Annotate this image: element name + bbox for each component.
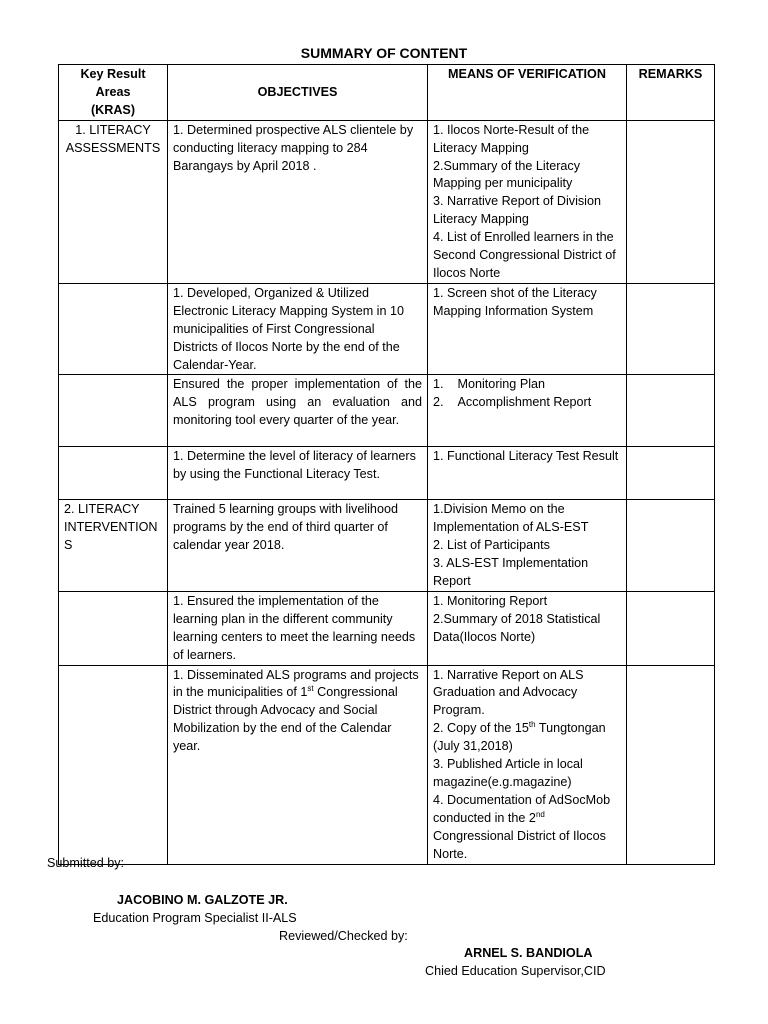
ordinal-suffix: nd bbox=[535, 809, 545, 819]
header-kra-line3: (KRAS) bbox=[90, 102, 136, 117]
means-item: 3. Narrative Report of Division Literacy Mapping bbox=[433, 194, 601, 227]
table-row bbox=[59, 665, 715, 864]
reviewer-title: Chied Education Supervisor,CID bbox=[425, 964, 606, 978]
kra-cell bbox=[59, 500, 168, 592]
reviewer-name: ARNEL S. BANDIOLA bbox=[464, 946, 593, 960]
means-item: 2. List of Participants bbox=[433, 538, 550, 553]
objective-cell: 1. Ensured the implementation of the learning plan in the different community learning centers to meet the learning needs of learners. bbox=[168, 591, 428, 665]
table-row bbox=[59, 120, 715, 283]
table-row bbox=[59, 447, 715, 500]
means-item: 1. Screen shot of the Literacy Mapping Information System bbox=[433, 285, 597, 318]
objective-cell: 1. Determine the level of literacy of learners by using the Functional Literacy Test. bbox=[168, 447, 428, 500]
means-item bbox=[433, 720, 621, 756]
kra-cell bbox=[59, 375, 168, 447]
header-kra-line2: Areas bbox=[95, 84, 131, 99]
remarks-cell bbox=[627, 591, 715, 665]
list-text: Accomplishment Report bbox=[457, 395, 592, 410]
means-cell bbox=[428, 283, 627, 375]
remarks-cell bbox=[627, 375, 715, 447]
kra-cell bbox=[59, 665, 168, 864]
remarks-cell bbox=[627, 283, 715, 375]
means-cell bbox=[428, 120, 627, 283]
means-cell bbox=[428, 500, 627, 592]
submitter-name: JACOBINO M. GALZOTE JR. bbox=[117, 893, 288, 907]
remarks-cell bbox=[627, 447, 715, 500]
means-cell bbox=[428, 591, 627, 665]
table-row bbox=[59, 375, 715, 447]
ordinal-suffix: th bbox=[528, 720, 536, 730]
list-text: Monitoring Plan bbox=[457, 377, 546, 392]
submitted-by-label: Submitted by: bbox=[47, 856, 125, 870]
list-number: 1. bbox=[433, 377, 444, 392]
means-item: 3. ALS-EST Implementation Report bbox=[433, 556, 589, 589]
objective-cell: 1. Determined prospective ALS clientele by conducting literacy mapping to 284 Barangays by April 2018 . bbox=[168, 120, 428, 283]
header-remarks: REMARKS bbox=[627, 65, 715, 121]
kra-label: 2. LITERACY INTERVENTION S bbox=[64, 502, 158, 553]
means-item: 2.Summary of 2018 Statistical Data(Ilocos Norte) bbox=[433, 611, 601, 644]
means-item: 3. Published Article in local magazine(e.g.magazine) bbox=[433, 757, 583, 789]
table-row bbox=[59, 500, 715, 592]
ordinal-suffix: st bbox=[307, 684, 314, 694]
table-header-row bbox=[59, 65, 715, 121]
remarks-cell bbox=[627, 120, 715, 283]
kra-cell bbox=[59, 591, 168, 665]
objective-cell: Ensured the proper implementation of the ALS program using an evaluation and monitoring tool every quarter of the year. bbox=[168, 375, 428, 447]
means-item: 1.Division Memo on the Implementation of ALS-EST bbox=[433, 502, 589, 535]
means-item: 1. Functional Literacy Test Result bbox=[433, 449, 619, 464]
objective-cell: 1. Developed, Organized & Utilized Electronic Literacy Mapping System in 10 municipalities of First Congressional Districts of Ilocos Norte by the end of the Calendar-Year. bbox=[168, 283, 428, 375]
objective-cell bbox=[168, 665, 428, 864]
means-text: 4. Documentation of AdSocMob conducted in the 2 bbox=[433, 792, 611, 825]
means-item: 1. Narrative Report on ALS Graduation and Advocacy Program. bbox=[433, 667, 584, 718]
means-text: Congressional District of Ilocos Norte. bbox=[433, 828, 606, 861]
header-means: MEANS OF VERIFICATION bbox=[428, 65, 627, 121]
means-cell bbox=[428, 665, 627, 864]
header-kra bbox=[59, 65, 168, 121]
means-text: Tungtongan (July 31,2018) bbox=[433, 721, 606, 754]
means-text: 2. Copy of the 15 bbox=[433, 721, 529, 736]
page-title: SUMMARY OF CONTENT bbox=[300, 45, 468, 61]
header-kra-line1: Key Result bbox=[80, 67, 146, 81]
means-item: 2.Summary of the Literacy Mapping per municipality bbox=[433, 158, 580, 191]
kra-cell: 1. LITERACY ASSESSMENTS bbox=[59, 120, 168, 283]
header-objectives: OBJECTIVES bbox=[168, 65, 428, 121]
kra-cell bbox=[59, 283, 168, 375]
means-item: 1. Ilocos Norte-Result of the Literacy Mapping bbox=[433, 122, 590, 155]
list-number: 2. bbox=[433, 395, 444, 410]
remarks-cell bbox=[627, 500, 715, 592]
means-cell bbox=[428, 447, 627, 500]
submitter-title: Education Program Specialist II-ALS bbox=[93, 911, 297, 925]
means-item: 1. Monitoring Report bbox=[433, 593, 548, 608]
means-item bbox=[433, 792, 621, 864]
objective-text: 1. Disseminated ALS programs and projects in the municipalities of 1 bbox=[173, 667, 419, 700]
reviewed-by-label: Reviewed/Checked by: bbox=[279, 929, 408, 943]
kra-cell bbox=[59, 447, 168, 500]
table-row bbox=[59, 591, 715, 665]
remarks-cell bbox=[627, 665, 715, 864]
summary-table bbox=[58, 64, 715, 865]
objective-cell: Trained 5 learning groups with livelihood programs by the end of third quarter of calendar year 2018. bbox=[168, 500, 428, 592]
objective-text: Congressional District through Advocacy and Social Mobilization by the end of the Calendar year. bbox=[173, 685, 398, 754]
means-item bbox=[433, 376, 621, 394]
means-cell bbox=[428, 375, 627, 447]
means-item: 4. List of Enrolled learners in the Second Congressional District of Ilocos Norte bbox=[433, 230, 616, 280]
means-item bbox=[433, 394, 621, 412]
table-row bbox=[59, 283, 715, 375]
